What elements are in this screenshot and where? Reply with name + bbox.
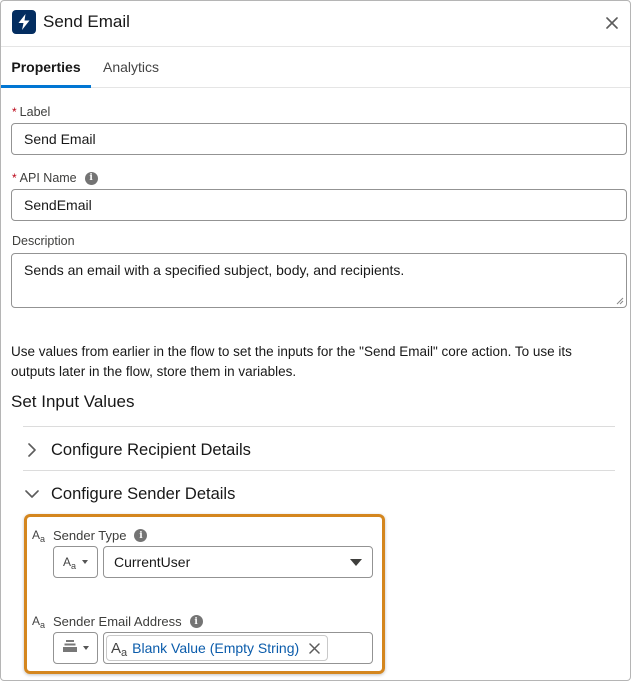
divider [23,470,615,471]
label-field-label-text: Label [19,105,51,119]
text-type-icon: $A_a$ [111,639,128,659]
sender-type-label [53,528,147,543]
blank-value-pill[interactable] [106,635,328,661]
api-name-field-label-text: API Name [19,171,77,185]
panel-header [1,1,630,47]
lightning-bolt-icon [12,10,36,34]
sender-email-resource-picker[interactable] [53,632,98,664]
accordion-recipient-label: Configure Recipient Details [51,440,251,459]
accordion-sender-details[interactable] [23,474,615,514]
info-icon[interactable]: i [134,529,147,542]
accordion-recipient-details[interactable] [23,430,615,470]
description-field-label: Description [12,234,75,248]
sender-email-label-text: Sender Email Address [53,614,182,629]
resource-stack-icon [63,639,77,657]
label-input[interactable]: Send Email [11,123,627,155]
resize-grip-icon[interactable] [616,297,624,305]
text-type-icon: $A_a$ [62,555,77,571]
chevron-down-icon [25,487,39,501]
text-type-icon: $A_a$ [32,528,46,544]
close-icon[interactable] [602,13,622,33]
chevron-down-icon [82,560,88,564]
description-textarea[interactable] [11,253,627,308]
info-icon[interactable]: i [85,172,98,185]
sender-type-resource-picker[interactable] [53,546,98,578]
sender-type-value: CurrentUser [114,554,191,570]
panel-title: Send Email [43,12,130,31]
sender-type-label-text: Sender Type [53,528,127,543]
sender-email-input[interactable] [103,632,373,664]
accordion-sender-label: Configure Sender Details [51,484,236,503]
required-marker: * [12,105,17,119]
tab-bar [1,47,630,88]
description-text: Sends an email with a specified subject, body, and recipients. [24,262,405,278]
remove-icon[interactable] [307,641,321,655]
chevron-right-icon [25,443,39,457]
sender-email-label [53,614,203,629]
pill-label: Blank Value (Empty String) [132,640,300,656]
text-type-icon: $A_a$ [32,614,46,630]
api-name-field-label [12,171,98,185]
help-text: Use values from earlier in the flow to set the inputs for the "Send Email" core action. To use its outputs later in the flow, store them in variables. [11,344,572,379]
api-name-input[interactable]: SendEmail [11,189,627,221]
dropdown-arrow-icon [350,559,362,566]
tab-properties[interactable]: Properties [1,47,91,88]
set-input-values-title: Set Input Values [11,392,135,411]
divider [23,426,615,427]
required-marker: * [12,171,17,185]
tab-analytics[interactable]: Analytics [103,59,160,75]
info-icon[interactable]: i [190,615,203,628]
chevron-down-icon [83,646,89,650]
sender-type-combobox[interactable] [103,546,373,578]
label-field-label [12,105,50,119]
